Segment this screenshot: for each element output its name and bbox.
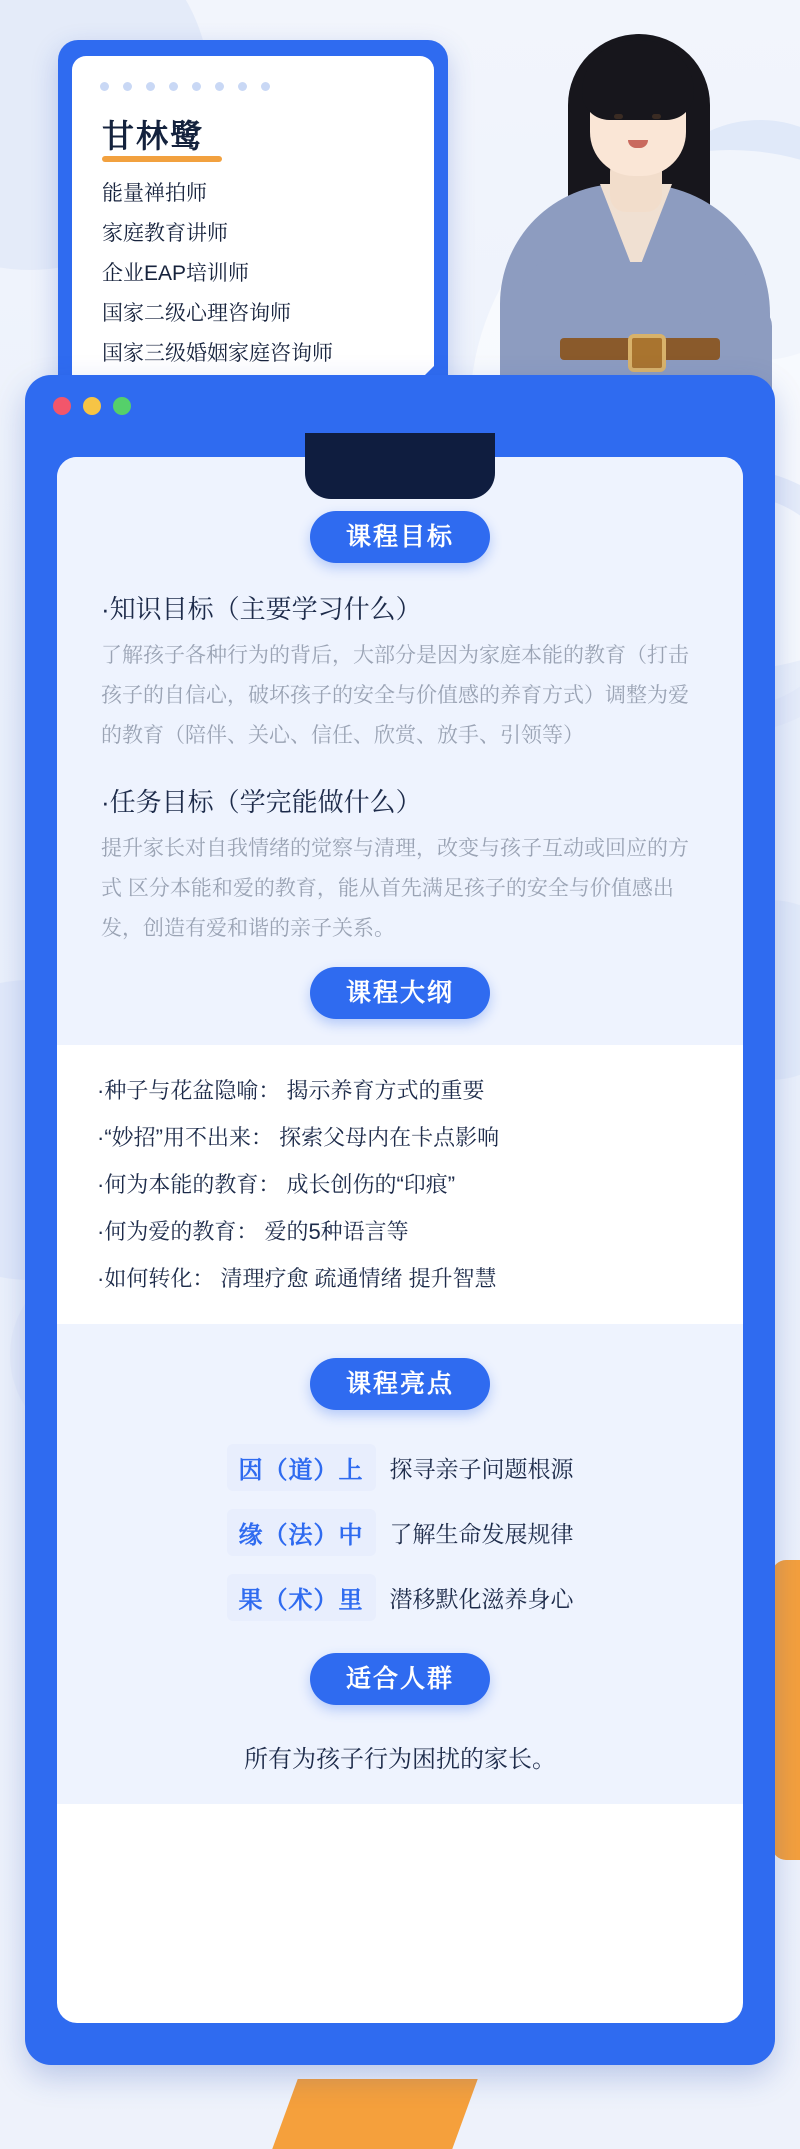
audience-text: 所有为孩子行为困扰的家长。	[244, 1746, 556, 1773]
punch-holes-decoration	[100, 82, 270, 91]
instructor-title: 国家三级婚姻家庭咨询师	[102, 342, 333, 365]
goal-heading-knowledge: ·知识目标（主要学习什么）	[101, 594, 422, 624]
goal-text-task: 提升家长对自我情绪的觉察与清理，改变与孩子互动或回应的方式 区分本能和爱的教育，能从首先满足孩子的安全与价值感出发，创造有爱和谐的亲子关系。	[101, 837, 689, 940]
section-title-audience: 适合人群	[310, 1653, 490, 1705]
highlight-value: 探寻亲子问题根源	[389, 1456, 574, 1482]
highlight-value: 了解生命发展规律	[389, 1521, 574, 1547]
instructor-title-list	[102, 174, 333, 374]
section-title-goals: 课程目标	[310, 511, 490, 563]
decorative-orange-bar	[772, 1560, 800, 1860]
section-goals	[57, 457, 743, 1045]
close-icon[interactable]	[53, 397, 71, 415]
highlight-row	[57, 1574, 743, 1621]
section-highlights	[57, 1324, 743, 1804]
window-controls	[53, 397, 131, 415]
course-panel	[25, 375, 775, 2065]
instructor-title: 企业EAP培训师	[102, 262, 250, 285]
eye-icon	[652, 114, 661, 119]
eye-icon	[614, 114, 623, 119]
outline-item: ·何为本能的教育： 成长创伤的“印痕”	[97, 1172, 456, 1197]
section-outline	[57, 1045, 743, 1324]
outline-item: ·何为爱的教育： 爱的5种语言等	[97, 1219, 409, 1244]
highlight-key: 果（术）里	[227, 1574, 376, 1621]
minimize-icon[interactable]	[83, 397, 101, 415]
highlight-key: 因（道）上	[227, 1444, 376, 1491]
outline-item: ·种子与花盆隐喻： 揭示养育方式的重要	[97, 1078, 485, 1103]
section-title-highlights: 课程亮点	[310, 1358, 490, 1410]
highlight-value: 潜移默化滋养身心	[389, 1586, 574, 1612]
phone-notch	[305, 433, 495, 499]
section-title-outline: 课程大纲	[310, 967, 490, 1019]
goals-body	[57, 589, 743, 949]
instructor-title: 国家二级心理咨询师	[102, 302, 291, 325]
maximize-icon[interactable]	[113, 397, 131, 415]
instructor-name: 甘林鹭	[102, 118, 205, 154]
name-underline	[102, 156, 222, 162]
outline-item: ·“妙招”用不出来： 探索父母内在卡点影响	[97, 1125, 500, 1150]
highlight-key: 缘（法）中	[227, 1509, 376, 1556]
goal-text-knowledge: 了解孩子各种行为的背后，大部分是因为家庭本能的教育（打击孩子的自信心，破坏孩子的安全与价值感的养育方式）调整为爱的教育（陪伴、关心、信任、欣赏、放手、引领等）	[101, 644, 689, 747]
outline-item: ·如何转化： 清理疗愈 疏通情绪 提升智慧	[97, 1266, 497, 1291]
instructor-title: 家庭教育讲师	[102, 222, 228, 245]
content-sheet	[57, 457, 743, 2023]
highlight-row	[57, 1509, 743, 1556]
decorative-orange-shape	[272, 2079, 477, 2149]
goal-heading-task: ·任务目标（学完能做什么）	[101, 787, 422, 817]
highlight-row	[57, 1444, 743, 1491]
instructor-title: 能量禅拍师	[102, 182, 207, 205]
belt-buckle-icon	[628, 334, 666, 372]
